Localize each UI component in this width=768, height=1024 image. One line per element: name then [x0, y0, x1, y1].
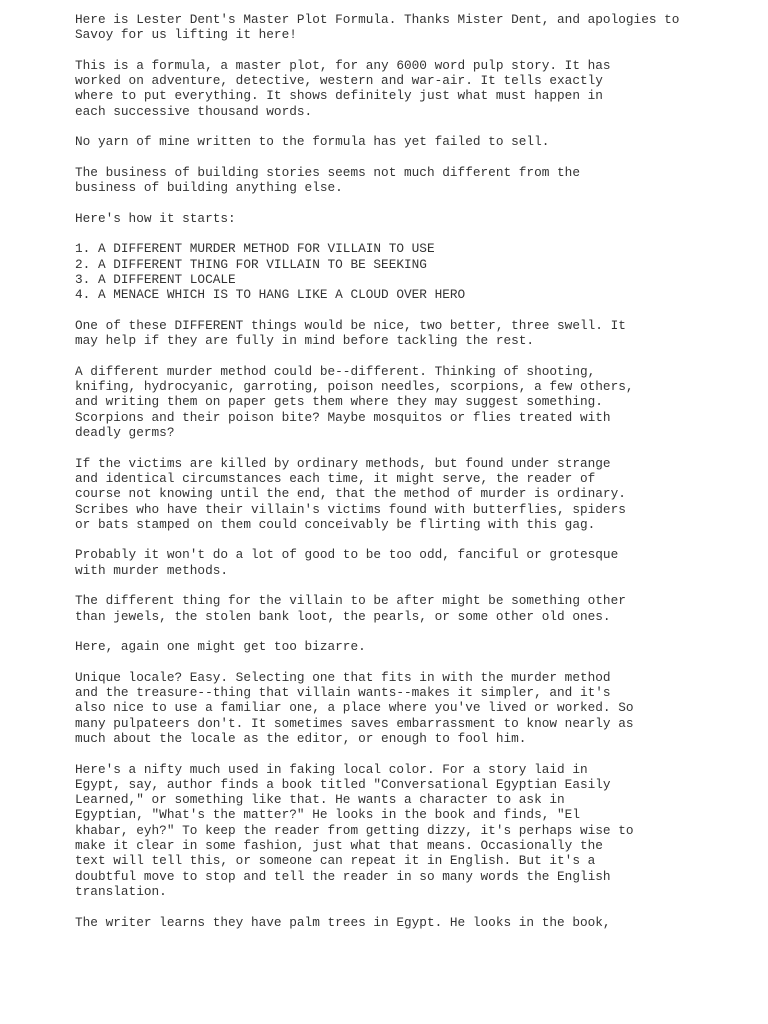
- text-line: each successive thousand words.: [75, 103, 313, 119]
- text-line: This is a formula, a master plot, for any 6000 word pulp story. It has: [75, 57, 611, 73]
- text-line: Scribes who have their villain's victims found with butterflies, spiders: [75, 501, 626, 517]
- text-line: and the treasure--thing that villain wants--makes it simpler, and it's: [75, 685, 611, 701]
- paragraph: [75, 134, 748, 149]
- text-line: The different thing for the villain to be after might be something other: [75, 593, 626, 609]
- text-line: The writer learns they have palm trees in Egypt. He looks in the book,: [75, 914, 611, 930]
- text-line: doubtful move to stop and tell the reader in so many words the English: [75, 868, 611, 884]
- text-line: Here is Lester Dent's Master Plot Formula. Thanks Mister Dent, and apologies to: [75, 12, 680, 27]
- text-line: A different murder method could be--different. Thinking of shooting,: [75, 363, 596, 379]
- text-line: Probably it won't do a lot of good to be too odd, fanciful or grotesque: [75, 547, 619, 563]
- text-line: Unique locale? Easy. Selecting one that fits in with the murder method: [75, 669, 611, 685]
- text-line: Egypt, say, author finds a book titled "Conversational Egyptian Easily: [75, 776, 611, 792]
- text-line: 3. A DIFFERENT LOCALE: [75, 272, 236, 288]
- paragraph: [75, 364, 748, 440]
- text-line: 4. A MENACE WHICH IS TO HANG LIKE A CLOUD OVER HERO: [75, 287, 466, 303]
- paragraph: [75, 456, 748, 532]
- text-line: where to put everything. It shows definitely just what must happen in: [75, 88, 603, 104]
- text-line: and writing them on paper gets them where they may suggest something.: [75, 394, 603, 410]
- text-line: text will tell this, or someone can repeat it in English. But it's a: [75, 853, 596, 869]
- paragraph: [75, 12, 748, 43]
- text-line: No yarn of mine written to the formula has yet failed to sell.: [75, 134, 550, 150]
- text-line: and identical circumstances each time, it might serve, the reader of: [75, 470, 596, 486]
- text-line: Learned," or something like that. He wants a character to ask in: [75, 792, 565, 808]
- text-line: than jewels, the stolen bank loot, the pearls, or some other old ones.: [75, 608, 611, 624]
- text-line: course not knowing until the end, that the method of murder is ordinary.: [75, 486, 626, 502]
- paragraph: [75, 318, 748, 349]
- paragraph: [75, 639, 748, 654]
- text-line: may help if they are fully in mind before tackling the rest.: [75, 333, 535, 349]
- text-line: Here's a nifty much used in faking local color. For a story laid in: [75, 761, 588, 777]
- text-line: with murder methods.: [75, 562, 229, 578]
- paragraph: [75, 211, 748, 226]
- text-line: knifing, hydrocyanic, garroting, poison needles, scorpions, a few others,: [75, 379, 634, 395]
- text-line: worked on adventure, detective, western and war-air. It tells exactly: [75, 73, 603, 89]
- paragraph: [75, 762, 748, 900]
- text-line: Scorpions and their poison bite? Maybe mosquitos or flies treated with: [75, 409, 611, 425]
- document-body: [75, 12, 748, 930]
- text-line: deadly germs?: [75, 425, 175, 441]
- text-line: 2. A DIFFERENT THING FOR VILLAIN TO BE SEEKING: [75, 256, 427, 272]
- paragraph: [75, 165, 748, 196]
- text-line: Savoy for us lifting it here!: [75, 27, 297, 43]
- text-line: Egyptian, "What's the matter?" He looks in the book and finds, "El: [75, 807, 580, 823]
- text-line: much about the locale as the editor, or enough to fool him.: [75, 730, 527, 746]
- text-line: make it clear in some fashion, just what that means. Occasionally the: [75, 838, 603, 854]
- paragraph: [75, 241, 748, 302]
- text-line: The business of building stories seems not much different from the: [75, 164, 580, 180]
- text-line: One of these DIFFERENT things would be nice, two better, three swell. It: [75, 317, 626, 333]
- text-line: translation.: [75, 883, 167, 899]
- paragraph: [75, 670, 748, 746]
- paragraph: [75, 593, 748, 624]
- text-line: Here's how it starts:: [75, 210, 236, 226]
- paragraph: [75, 915, 748, 930]
- text-line: or bats stamped on them could conceivably be flirting with this gag.: [75, 516, 596, 532]
- text-line: khabar, eyh?" To keep the reader from getting dizzy, it's perhaps wise to: [75, 822, 634, 838]
- text-line: business of building anything else.: [75, 180, 343, 196]
- text-line: many pulpateers don't. It sometimes saves embarrassment to know nearly as: [75, 715, 634, 731]
- paragraph: [75, 547, 748, 578]
- paragraph: [75, 58, 748, 119]
- text-line: If the victims are killed by ordinary methods, but found under strange: [75, 455, 611, 471]
- text-line: 1. A DIFFERENT MURDER METHOD FOR VILLAIN TO USE: [75, 241, 435, 257]
- text-line: Here, again one might get too bizarre.: [75, 639, 366, 655]
- text-line: also nice to use a familiar one, a place where you've lived or worked. So: [75, 700, 634, 716]
